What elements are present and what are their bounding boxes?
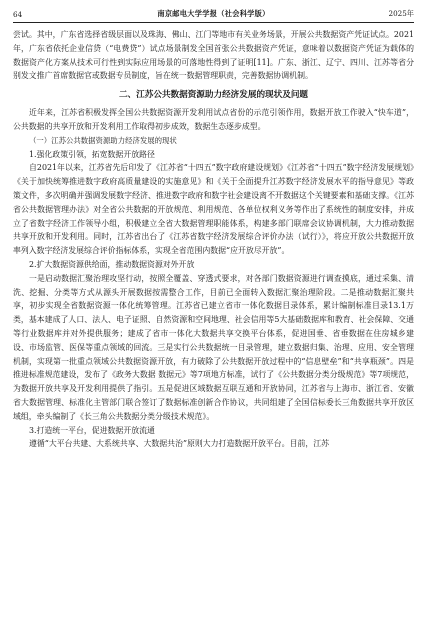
issue-year: 2025年 [388,9,414,18]
page-number: 64 [13,9,23,19]
subsection-heading: （一）江苏公共数据资源助力经济发展的现状 [29,135,177,145]
subsubsection-heading: 3.打造统一平台，促进数据开放流通 [29,425,155,435]
article-body [13,28,414,451]
section-heading: 二、江苏公共数据资源助力经济发展的现状及问题 [118,90,309,101]
paragraph: 近年来，江苏省积极发挥全国公共数据资源开发利用试点省份的示范引领作用，数据开放工作驶入“快车道”，公共数据的共享开放和开发利用工作取得初步成效，数据生态逐步成型。 [13,108,414,131]
header-rule [13,22,414,23]
paragraph: 遵循“大平台共建、大系统共享、大数据共治”原则大力打造数据开放平台。目前，江苏 [29,439,330,449]
paragraph-continued: 尝试。其中，广东省选择省级层面以及珠海、佛山、江门等地市有关业务场景，开展公共数据资产凭证试点。2021年，广东省依托企业信贷（“电费贷”）试点场景制发全国首张公共数据资产凭证，意味着以数据资产凭证为载体的数据资产化方案从技术可行性到实际应用场景的可落地性得到了证明[11]。广东、浙江、辽宁、四川、江苏等省分别发文推广首席数据官或数据专员制度，旨在统一数据管理职责，完善数据协调机制。 [13,30,414,81]
journal-title: 南京邮电大学学报（社会科学版） [157,9,270,18]
subsubsection-heading: 2.扩大数据资源供给面，推动数据资源对外开放 [29,259,195,269]
subsubsection-heading: 1.强化政策引领，拓宽数据开放路径 [29,149,155,159]
running-header [13,7,414,21]
paragraph: 自2021年以来，江苏省先后印发了《江苏省“十四五”数字政府建设规划》《江苏省“十四五”数字经济发展规划》《关于加快统筹推进数字政府高质量建设的实施意见》和《关于全面提升江苏数字经济发展水平的指导意见》等政策文件，多次明确并强调发展数字经济、推进数字政府和数字社会建设离不开数据这个关键要素和基础支撑。《江苏省公共数据管理办法》对全省公共数据的开放规范、利用规范、各单位权利义务等作出了系统性的制度安排，并成立了省数字经济工作领导小组，积极建立全省大数据管理职能体系，构建多部门联席会议协调机制，大力推动数据共享开放和开发利用。同时，江苏省出台了《江苏省数字经济发展综合评价办法（试行）》，将应开放公共数据开放率列入数字经济发展综合评价指标体系，实现全省范围内数据“应开放尽开放”。 [13,163,414,256]
paragraph: 一是启动数据汇聚治理攻坚行动，按照全覆盖、穿透式要求，对各部门数据资源进行调查摸底，通过采集、清洗、挖掘、分类等方式从源头开展数据按需整合工作，目前已全面转入数据汇聚治理阶段。二是推动数据汇聚共享，初步实现全省数据资源一体化统筹管理。江苏省已建立省市一体化数据目录体系，累计编制标准目录13.1万类，基本建成了人口、法人、电子证照、自然资源和空间地理、社会信用等5大基础数据库和教育、社会保障、交通等行业数据库并对外提供服务；建成了省市一体化大数据共享交换平台体系，促进国垂、省垂数据在住房城乡建设、市场监管、医保等重点领域的回流。三是实行公共数据统一目录管理，建立数据归集、治理、应用、安全管理机制，实现第一批重点领域公共数据资源开放，有力破除了公共数据开放过程中的“信息壁垒”和“共享瓶颈”。四是推进标准规范建设，发布了《政务大数据 数据元》等7项地方标准，试行了《公共数据分类分级规范》等7项规范，为数据开放共享及开发利用提供了指引。五是促进区域数据互联互通和开放协同，江苏省与上海市、浙江省、安徽省大数据管理、标准化主管部门联合签订了数据标准创新合作协议，共同组建了全国信标委长三角数据共享开放区域组，牵头编制了《长三角公共数据分类分级技术规范》。 [13,273,414,421]
